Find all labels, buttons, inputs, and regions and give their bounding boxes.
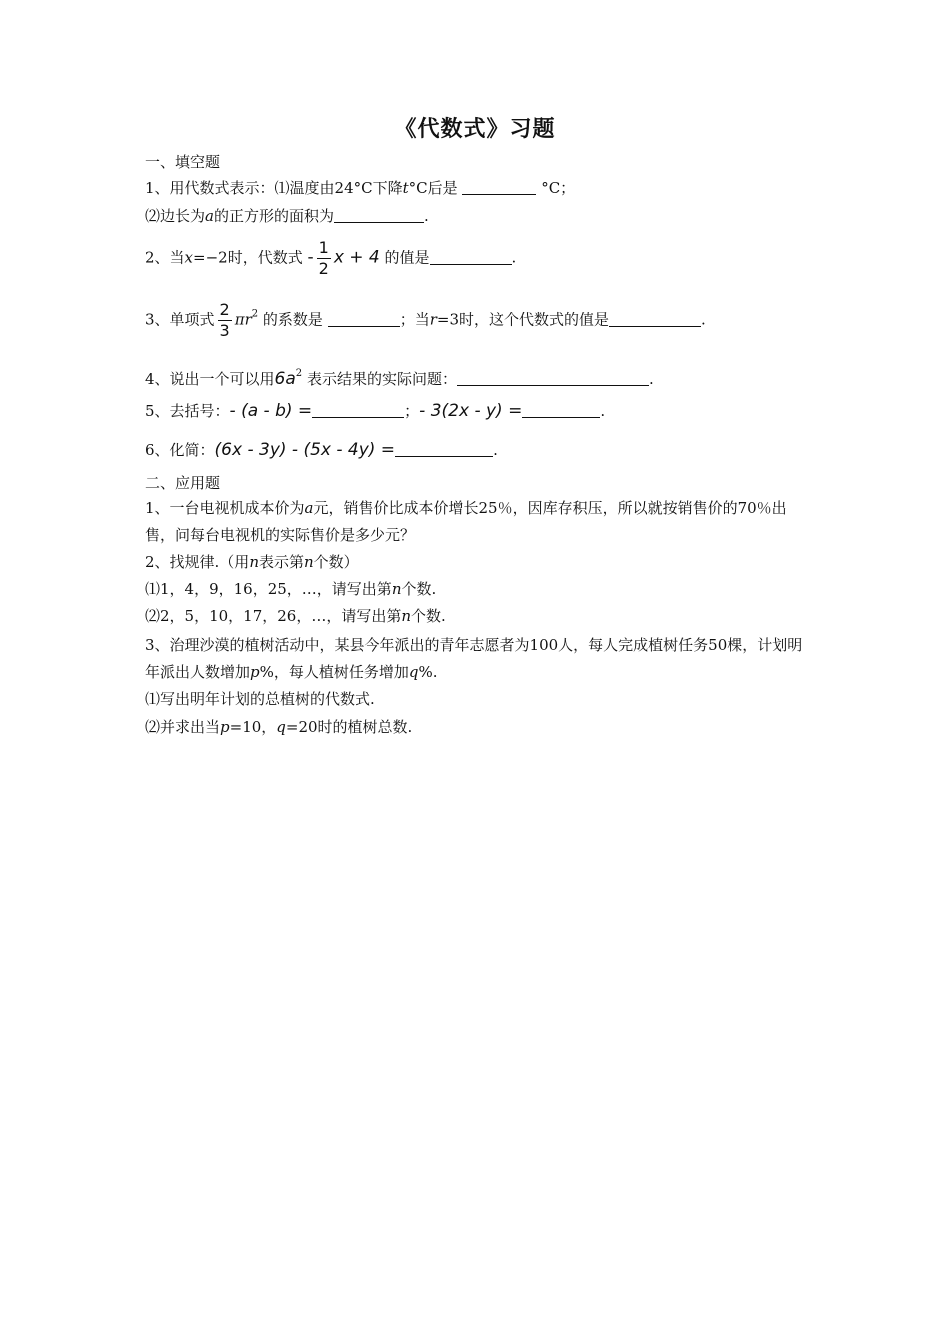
question-3 [145, 300, 706, 341]
question-1a [145, 177, 575, 199]
a1-prefix: 1、一台电视机成本价为 [145, 499, 305, 517]
q5-separator: ； [404, 402, 420, 420]
q4-prefix: 4、说出一个可以用 [145, 370, 275, 388]
section-heading-fill-in: 一、填空题 [145, 153, 221, 171]
q1a-suffix: °C； [541, 179, 576, 197]
q3-variable: r [429, 310, 437, 329]
a3-l2-end: =20时的植树总数. [285, 718, 413, 736]
q3-mid: 的系数是 [262, 310, 323, 329]
question-6 [145, 439, 498, 461]
q4-end: . [648, 370, 654, 388]
q2-end: . [511, 248, 517, 267]
q3-prefix: 3、单项式 [145, 310, 215, 329]
a3-variable-q: q [408, 663, 419, 681]
q2-minus: - [307, 247, 314, 268]
question-2 [145, 238, 516, 279]
q6-prefix: 6、化简： [145, 441, 215, 459]
a2-head-prefix: 2、找规律.（用 [145, 553, 250, 571]
section-heading-application: 二、应用题 [145, 474, 221, 492]
q4-exponent: 2 [295, 368, 303, 379]
a2-head-end: 个数） [313, 553, 359, 571]
q5-expression-2: - 3(2x - y) = [419, 401, 523, 421]
a2-l2-prefix: ⑵2，5，10，17，26，…，请写出第 [145, 607, 402, 625]
q4-answer-blank[interactable] [457, 369, 649, 386]
a1-variable: a [304, 499, 314, 517]
application-question-3-part-1: ⑴写出明年计划的总植树的代数式. [145, 690, 375, 708]
q6-expression: (6x - 3y) - (5x - 4y) = [214, 440, 396, 460]
q3-value-blank[interactable] [609, 310, 701, 327]
q3-condition: =3时，这个代数式的值是 [436, 310, 610, 329]
q1b-mid: 的正方形的面积为 [213, 207, 334, 225]
q3-denominator: 3 [219, 321, 230, 340]
q3-exponent: 2 [251, 308, 259, 320]
q1a-prefix: 1、用代数式表示：⑴温度由24°C下降 [145, 179, 403, 197]
q6-answer-blank[interactable] [395, 440, 493, 457]
a2-l1-prefix: ⑴1，4，9，16，25，…，请写出第 [145, 580, 392, 598]
application-question-2-part-2 [145, 605, 446, 627]
application-question-2-part-1 [145, 578, 436, 600]
q3-end: . [701, 310, 706, 329]
a3-text-2: %，每人植树任务增加 [259, 663, 409, 681]
question-4 [145, 363, 654, 390]
q3-mid2: ；当 [399, 310, 430, 329]
q1b-prefix: ⑵边长为 [145, 207, 206, 225]
a1-rest: 元，销售价比成本价增长25％，因库存积压，所以就按销售价的70％出售，问每台电视机的实际售价是多少元？ [145, 499, 787, 544]
q2-suffix: 的值是 [384, 248, 430, 267]
question-1b [145, 205, 429, 227]
q1a-answer-blank[interactable] [462, 178, 536, 195]
q5-end: . [600, 402, 606, 420]
q3-fraction [218, 300, 232, 341]
q2-condition: =−2时，代数式 [193, 248, 303, 267]
a3-l2-p: p [220, 718, 230, 736]
a2-l2-variable: n [401, 607, 412, 625]
a3-text-3: %. [418, 663, 438, 681]
q3-numerator: 2 [219, 300, 230, 319]
a2-l1-end: 个数. [401, 580, 437, 598]
a3-l2-mid: =10， [229, 718, 277, 736]
q3-coefficient-blank[interactable] [328, 310, 400, 327]
a3-l2-prefix: ⑵并求出当 [145, 718, 221, 736]
a3-variable-p: p [250, 663, 260, 681]
application-question-3-part-2 [145, 716, 412, 738]
a3-text-1: 3、治理沙漠的植树活动中，某县今年派出的青年志愿者为100人，每人完成植树任务50棵，计划明年派出人数增加 [145, 636, 803, 681]
q3-expression: πr [234, 310, 252, 329]
q6-end: . [493, 441, 498, 459]
q4-suffix: 表示结果的实际问题： [306, 370, 457, 388]
a2-head-variable: n [249, 553, 259, 571]
q2-prefix: 2、当 [145, 248, 185, 267]
q5-blank-2[interactable] [522, 401, 600, 418]
application-question-1 [145, 495, 813, 549]
q1a-mid: °C后是 [408, 179, 458, 197]
q2-fraction [317, 238, 331, 279]
q5-expression-1: - (a - b) = [229, 401, 313, 421]
a2-head-suffix: 表示第 [258, 553, 304, 571]
application-question-3 [145, 632, 813, 686]
q1b-suffix: . [423, 207, 429, 225]
page-title: 《代数式》习题 [394, 116, 556, 142]
a3-l2-q: q [276, 718, 286, 736]
q2-expression-tail: x + 4 [333, 247, 380, 268]
a2-head-variable-2: n [304, 553, 314, 571]
question-5 [145, 400, 605, 422]
q2-numerator: 1 [318, 238, 329, 257]
application-question-2 [145, 551, 359, 573]
q1a-variable: t [402, 179, 409, 197]
q5-prefix: 5、去括号： [145, 402, 230, 420]
q5-blank-1[interactable] [312, 401, 404, 418]
q2-variable: x [184, 248, 194, 267]
q1b-variable: a [205, 207, 214, 225]
q2-answer-blank[interactable] [430, 248, 512, 265]
a2-l1-variable: n [391, 580, 402, 598]
a2-l2-end: 个数. [411, 607, 446, 625]
q4-expression: 6a [274, 369, 296, 389]
q1b-answer-blank[interactable] [334, 206, 424, 223]
q2-denominator: 2 [318, 259, 329, 278]
